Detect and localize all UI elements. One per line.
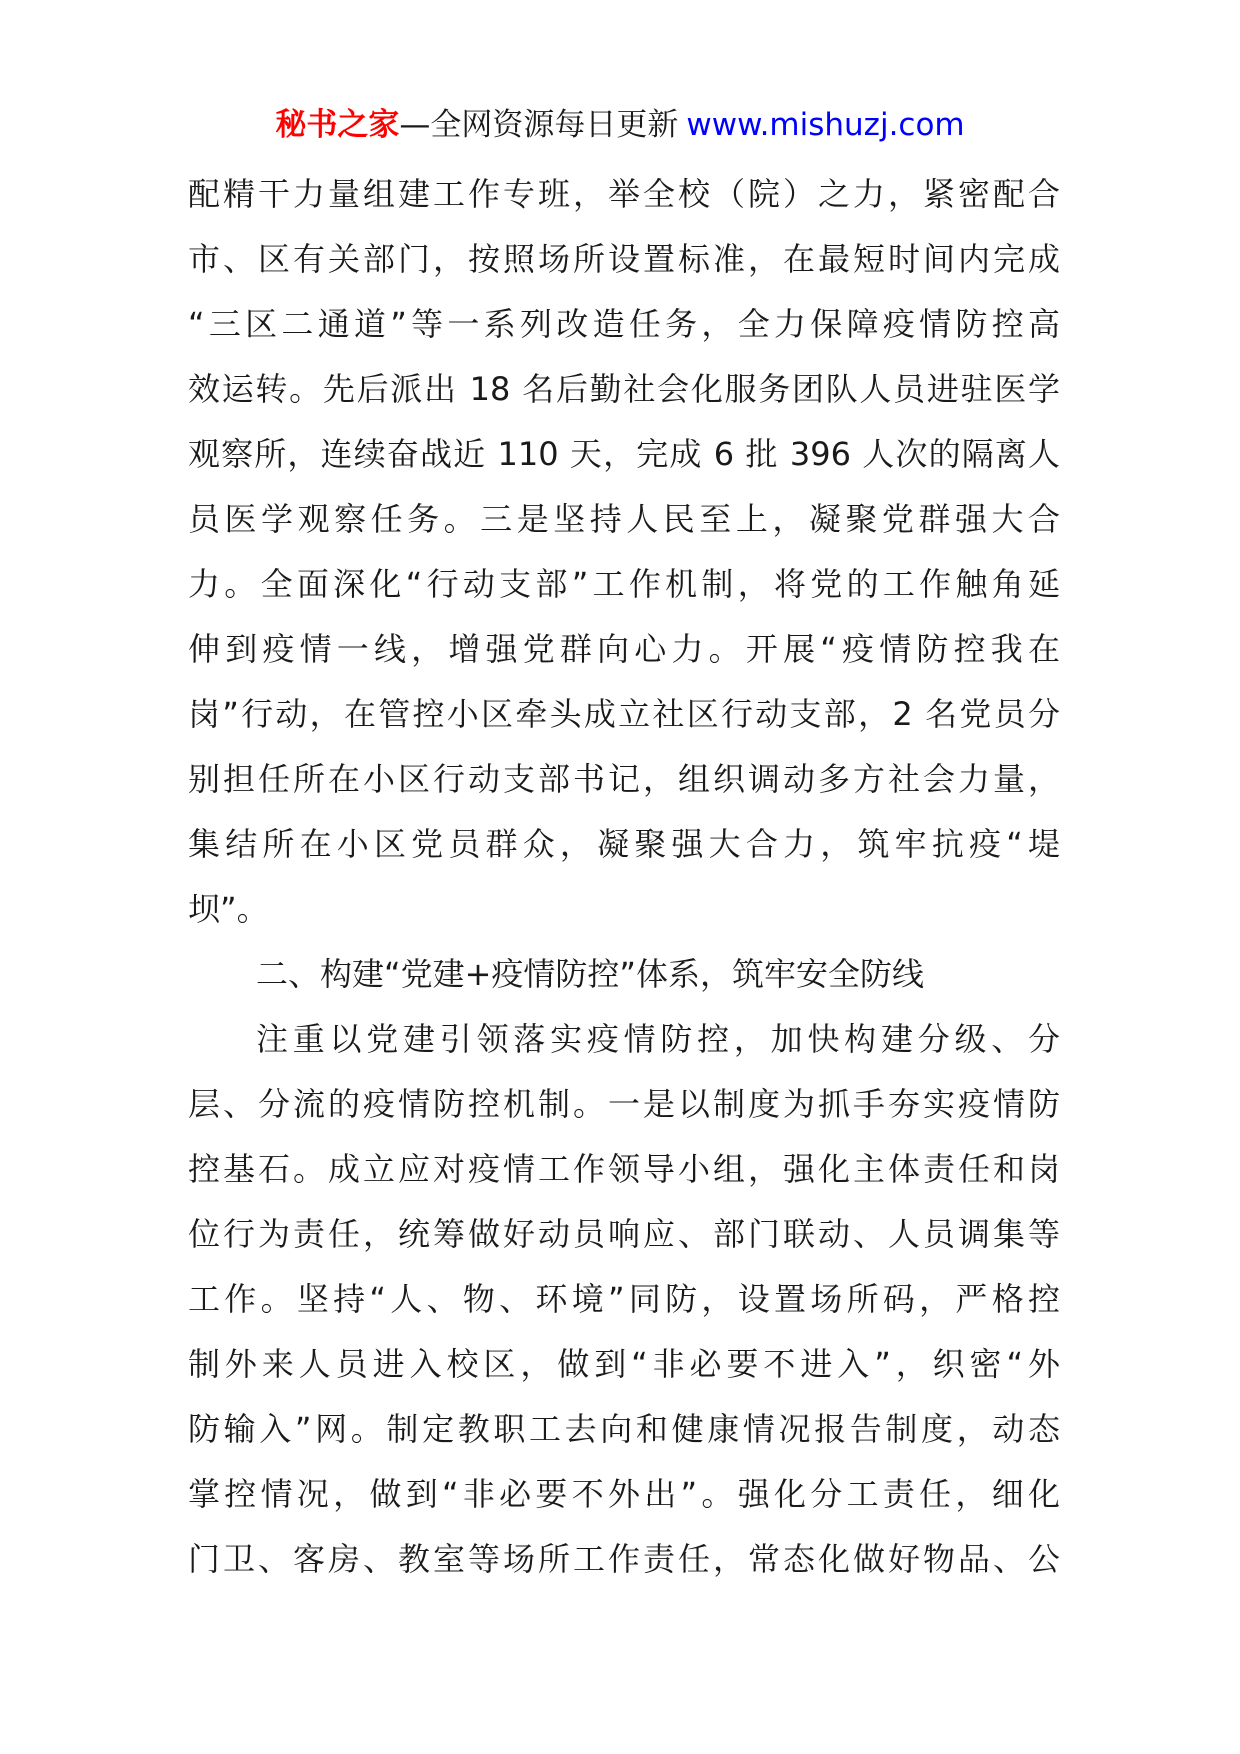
- document-body: [188, 162, 1060, 1592]
- text-line: “三区二通道”等一系列改造任务，全力保障疫情防控高: [188, 305, 1060, 343]
- text-line: 别担任所在小区行动支部书记，组织调动多方社会力量，: [188, 760, 1060, 798]
- text-line: 防输入”网。制定教职工去向和健康情况报告制度，动态: [188, 1410, 1060, 1448]
- text-line: 二、构建“党建+疫情防控”体系，筑牢安全防线: [256, 955, 924, 993]
- header-brand: 秘书之家: [275, 107, 400, 143]
- text-line: 员医学观察任务。三是坚持人民至上，凝聚党群强大合: [188, 500, 1060, 538]
- text-line: 位行为责任，统筹做好动员响应、部门联动、人员调集等: [188, 1215, 1060, 1253]
- text-line: 制外来人员进入校区，做到“非必要不进入”，织密“外: [188, 1345, 1060, 1383]
- page-header: [0, 100, 1240, 150]
- text-line: 观察所，连续奋战近 110 天，完成 6 批 396 人次的隔离人: [188, 435, 1060, 473]
- text-line: 掌控情况，做到“非必要不外出”。强化分工责任，细化: [188, 1475, 1060, 1513]
- text-line: 控基石。成立应对疫情工作领导小组，强化主体责任和岗: [188, 1150, 1060, 1188]
- text-line: 层、分流的疫情防控机制。一是以制度为抓手夯实疫情防: [188, 1085, 1060, 1123]
- text-line: 配精干力量组建工作专班，举全校（院）之力，紧密配合: [188, 175, 1060, 213]
- text-line: 注重以党建引领落实疫情防控，加快构建分级、分: [256, 1020, 1060, 1058]
- text-line: 岗”行动，在管控小区牵头成立社区行动支部，2 名党员分: [188, 695, 1060, 733]
- text-line: 集结所在小区党员群众，凝聚强大合力，筑牢抗疫“堤: [188, 825, 1060, 863]
- text-line: 效运转。先后派出 18 名后勤社会化服务团队人员进驻医学: [188, 370, 1060, 408]
- text-line: 工作。坚持“人、物、环境”同防，设置场所码，严格控: [188, 1280, 1060, 1318]
- text-line: 门卫、客房、教室等场所工作责任，常态化做好物品、公: [188, 1540, 1060, 1578]
- header-url-link[interactable]: www.mishuzj.com: [686, 107, 965, 143]
- text-line: 市、区有关部门，按照场所设置标准，在最短时间内完成: [188, 240, 1060, 278]
- text-line: 力。全面深化“行动支部”工作机制，将党的工作触角延: [188, 565, 1060, 603]
- text-line: 伸到疫情一线，增强党群向心力。开展“疫情防控我在: [188, 630, 1060, 668]
- header-tagline: —全网资源每日更新: [399, 107, 679, 143]
- text-line: 坝”。: [188, 890, 269, 928]
